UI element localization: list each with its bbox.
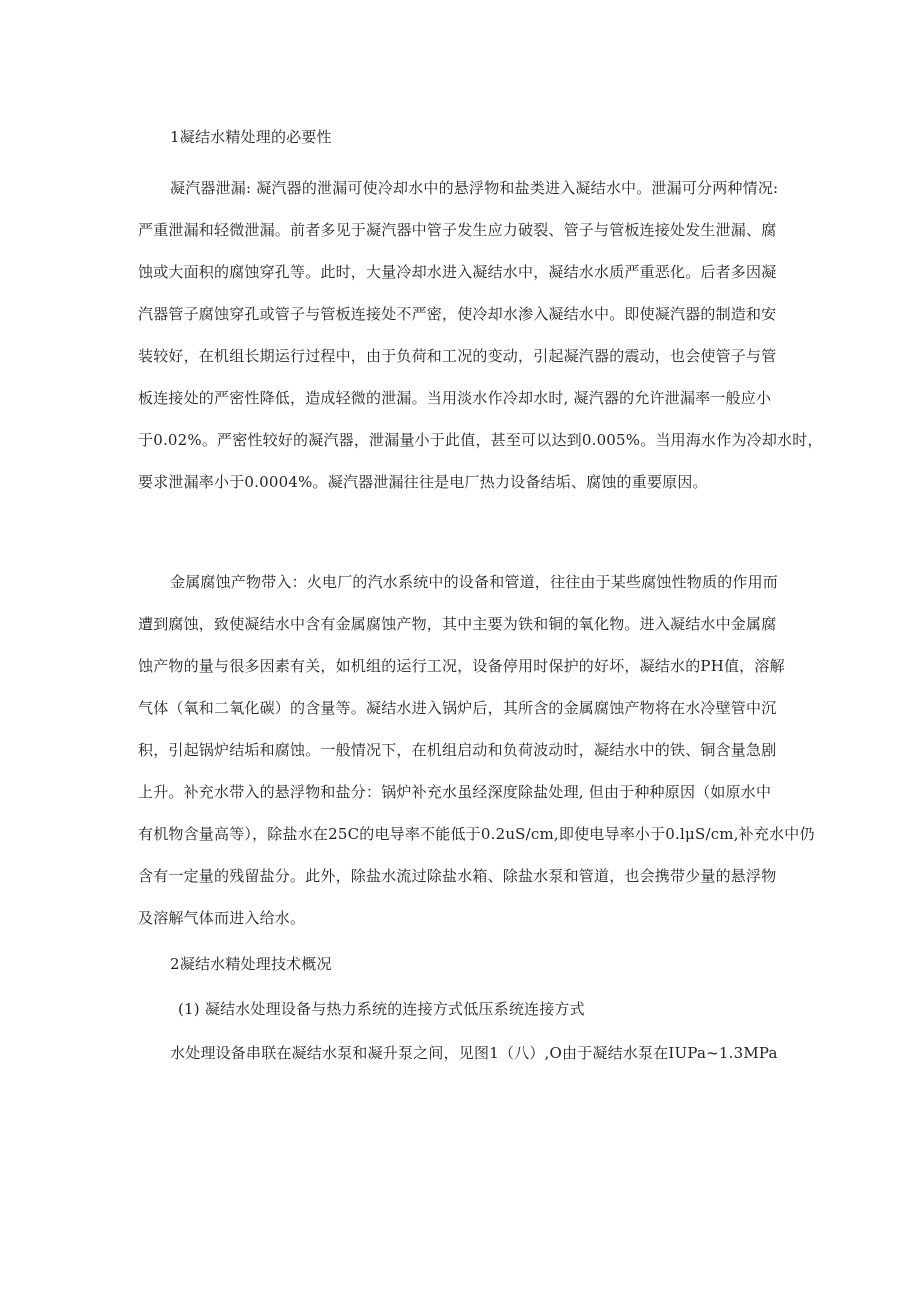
paragraph-line: 于0.02%。严密性较好的凝汽器，泄漏量小于此值，甚至可以达到0.005%。当用海水作为冷却水时， <box>138 431 823 449</box>
section-2-subheading: (1) 凝结水处理设备与热力系统的连接方式低压系统连接方式 <box>178 1000 585 1018</box>
paragraph-line: 有机物含量高等），除盐水在25C的电导率不能低于0.2uS/cm,即使电导率小于0.lμS/cm,补充水中仍 <box>138 825 815 843</box>
paragraph-line: 积，引起锅炉结垢和腐蚀。一般情况下，在机组启动和负荷波动时，凝结水中的铁、铜含量急剧 <box>138 741 777 759</box>
paragraph-line: 金属腐蚀产物带入：火电厂的汽水系统中的设备和管道，往往由于某些腐蚀性物质的作用而 <box>170 573 779 591</box>
paragraph-line: 蚀或大面积的腐蚀穿孔等。此时，大量冷却水进入凝结水中，凝结水水质严重恶化。后者多因凝 <box>138 263 777 281</box>
paragraph-line: 及溶解气体而进入给水。 <box>138 909 306 927</box>
paragraph-line: 汽器管子腐蚀穿孔或管子与管板连接处不严密，使冷却水渗入凝结水中。即使凝汽器的制造和安 <box>138 305 777 323</box>
paragraph-line: 遭到腐蚀，致使凝结水中含有金属腐蚀产物，其中主要为铁和铜的氧化物。进入凝结水中金属腐 <box>138 615 777 633</box>
paragraph-line: 凝汽器泄漏: 凝汽器的泄漏可使冷却水中的悬浮物和盐类进入凝结水中。泄漏可分两种情况: <box>170 179 779 197</box>
paragraph-line: 板连接处的严密性降低，造成轻微的泄漏。当用淡水作冷却水时, 凝汽器的允许泄漏率一般应小 <box>138 389 772 407</box>
paragraph-line: 上升。补充水带入的悬浮物和盐分：锅炉补充水虽经深度除盐处理, 但由于种种原因（如原水中 <box>138 783 772 801</box>
section-1-heading: 1凝结水精处理的必要性 <box>170 128 332 146</box>
paragraph-line: 蚀产物的量与很多因素有关，如机组的运行工况，设备停用时保护的好坏，凝结水的PH值，溶解 <box>138 657 785 675</box>
section-2-heading: 2凝结水精处理技术概况 <box>170 955 332 973</box>
paragraph-line: 严重泄漏和轻微泄漏。前者多见于凝汽器中管子发生应力破裂、管子与管板连接处发生泄漏、腐 <box>138 221 777 239</box>
paragraph-line: 装较好，在机组长期运行过程中，由于负荷和工况的变动，引起凝汽器的震动，也会使管子与管 <box>138 347 777 365</box>
paragraph-line: 含有一定量的残留盐分。此外，除盐水流过除盐水箱、除盐水泵和管道，也会携带少量的悬浮物 <box>138 867 777 885</box>
paragraph-line: 要求泄漏率小于0.0004%。凝汽器泄漏往往是电厂热力设备结垢、腐蚀的重要原因。 <box>138 473 708 491</box>
paragraph-line: 气体（氧和二氧化碳）的含量等。凝结水进入锅炉后，其所含的金属腐蚀产物将在水冷壁管中沉 <box>138 699 777 717</box>
paragraph-line: 水处理设备串联在凝结水泵和凝升泵之间，见图1（八）,O由于凝结水泵在IUPa~1.3MPa <box>170 1044 778 1062</box>
